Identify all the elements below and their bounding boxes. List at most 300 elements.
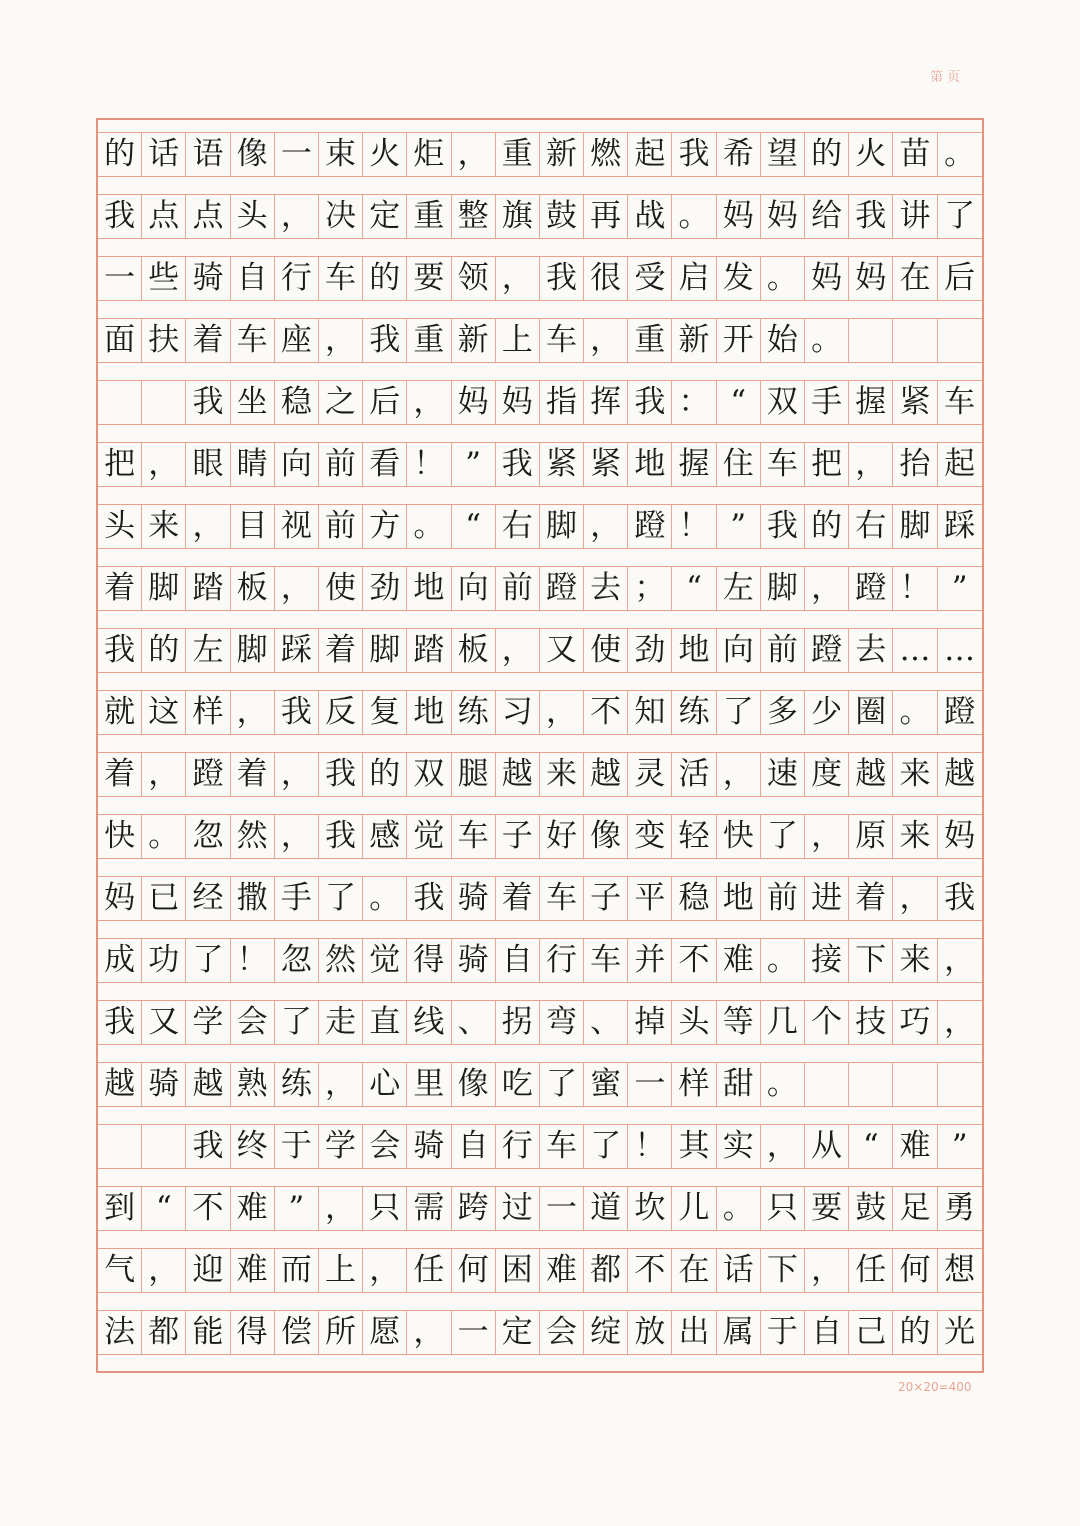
grid-cell: 上 — [319, 1249, 363, 1292]
grid-cell: 定 — [363, 195, 407, 238]
grid-cell: 光 — [944, 1314, 976, 1350]
grid-cell: 其 — [672, 1125, 716, 1168]
grid-cell: 妈 — [761, 195, 805, 238]
grid-cell: ， — [319, 319, 363, 362]
grid-cell: 左 — [186, 629, 230, 672]
grid-cell: 挥 — [584, 381, 628, 424]
grid-cell: 骑 — [452, 877, 496, 920]
grid-cell: 燃 — [584, 133, 628, 176]
grid-cell: 越 — [186, 1063, 230, 1106]
grid-cell: 。 — [761, 939, 805, 982]
grid-cell: 不 — [672, 939, 716, 982]
grid-cell: ， — [319, 1187, 363, 1230]
grid-cell — [805, 1063, 849, 1106]
grid-cell: 束 — [319, 133, 363, 176]
grid-cell: 像 — [452, 1063, 496, 1106]
grid-cell: 的 — [142, 629, 186, 672]
grid-cell: 了 — [584, 1125, 628, 1168]
grid-cell: 了 — [186, 939, 230, 982]
grid-cell: ， — [944, 1004, 976, 1040]
grid-cell: 难 — [717, 939, 761, 982]
grid-cell: 、 — [584, 1001, 628, 1044]
grid-cell: 样 — [186, 691, 230, 734]
grid-cell: 踩 — [275, 629, 319, 672]
grid-cell: 。 — [363, 877, 407, 920]
grid-cell: 一 — [452, 1311, 496, 1354]
grid-cell: 放 — [628, 1311, 672, 1354]
grid-cell: 着 — [98, 567, 142, 610]
grid-cell: 练 — [452, 691, 496, 734]
grid-cell: ， — [496, 629, 540, 672]
grid-cell: 。 — [893, 691, 937, 734]
grid-cell: ， — [805, 567, 849, 610]
grid-cell: 话 — [142, 133, 186, 176]
grid-cell: 着 — [231, 753, 275, 796]
grid-cell: 了 — [540, 1063, 584, 1106]
grid-cell: 不 — [628, 1249, 672, 1292]
grid-cell: 睛 — [231, 443, 275, 486]
grid-cell: 后 — [363, 381, 407, 424]
grid-cell: 坐 — [231, 381, 275, 424]
grid-cell: ！ — [407, 443, 451, 486]
grid-cell: 我 — [319, 815, 363, 858]
grid-cell: 我 — [98, 629, 142, 672]
grid-cell: 偿 — [275, 1311, 319, 1354]
grid-cell: 。 — [407, 505, 451, 548]
grid-cell: 而 — [275, 1249, 319, 1292]
grid-cell: 地 — [717, 877, 761, 920]
grid-cell: 拐 — [496, 1001, 540, 1044]
grid-cell: 右 — [849, 505, 893, 548]
grid-cell: 的 — [893, 1311, 937, 1354]
grid-cell: 左 — [717, 567, 761, 610]
grid-cell: 目 — [231, 505, 275, 548]
grid-cell: 来 — [893, 939, 937, 982]
grid-cell: 等 — [717, 1001, 761, 1044]
grid-cell: ， — [142, 1249, 186, 1292]
grid-cell: 。 — [761, 257, 805, 300]
grid-cell: 绽 — [584, 1311, 628, 1354]
grid-cell: 腿 — [452, 753, 496, 796]
grid-cell: 鼓 — [849, 1187, 893, 1230]
grid-cell: ， — [231, 691, 275, 734]
grid-cell: 过 — [496, 1187, 540, 1230]
grid-cell — [938, 319, 982, 362]
grid-cell: 头 — [98, 505, 142, 548]
grid-cell: 蹬 — [540, 567, 584, 610]
grid-cell: 复 — [363, 691, 407, 734]
grid-cell: 需 — [407, 1187, 451, 1230]
grid-cell: 。 — [717, 1187, 761, 1230]
grid-cell: ， — [584, 505, 628, 548]
grid-cell: 受 — [628, 257, 672, 300]
grid-cell: 双 — [407, 753, 451, 796]
grid-cell: 觉 — [363, 939, 407, 982]
grid-cell: 经 — [186, 877, 230, 920]
grid-cell: 我 — [98, 195, 142, 238]
grid-cell: 少 — [805, 691, 849, 734]
grid-cell: 并 — [628, 939, 672, 982]
grid-cell: 会 — [363, 1125, 407, 1168]
grid-cell: 我 — [496, 443, 540, 486]
grid-cell: 的 — [363, 753, 407, 796]
grid-cell: 迎 — [186, 1249, 230, 1292]
grid-cell: 忽 — [275, 939, 319, 982]
grid-cell — [98, 381, 142, 424]
grid-cell: ” — [452, 443, 496, 486]
grid-cell: 地 — [628, 443, 672, 486]
grid-cell: 看 — [363, 443, 407, 486]
grid-cell: 领 — [452, 257, 496, 300]
grid-cell: 使 — [584, 629, 628, 672]
grid-cell: 语 — [186, 133, 230, 176]
grid-cell: 的 — [805, 505, 849, 548]
grid-cell: 属 — [717, 1311, 761, 1354]
grid-cell: 困 — [496, 1249, 540, 1292]
grid-cell: 来 — [893, 815, 937, 858]
grid-cell: 之 — [319, 381, 363, 424]
grid-cell: ” — [951, 570, 968, 606]
grid-cell: 整 — [452, 195, 496, 238]
grid-cell: 很 — [584, 257, 628, 300]
grid-cell: 新 — [452, 319, 496, 362]
grid-cell: 所 — [319, 1311, 363, 1354]
grid-cell: ， — [142, 443, 186, 486]
grid-cell: 下 — [761, 1249, 805, 1292]
grid-cell: 脚 — [142, 567, 186, 610]
grid-cell: 、 — [452, 1001, 496, 1044]
grid-line-row — [98, 1062, 982, 1107]
grid-cell: 骑 — [186, 257, 230, 300]
grid-cell: ， — [275, 815, 319, 858]
grid-cell: 重 — [628, 319, 672, 362]
grid-cell: 的 — [363, 257, 407, 300]
grid-cell: 车 — [761, 443, 805, 486]
grid-cell: 劲 — [363, 567, 407, 610]
grid-cell: 又 — [540, 629, 584, 672]
grid-cell: 蜜 — [584, 1063, 628, 1106]
grid-cell: 稳 — [275, 381, 319, 424]
grid-cell: 去 — [584, 567, 628, 610]
grid-cell: 越 — [849, 753, 893, 796]
grid-cell: 踏 — [186, 567, 230, 610]
grid-cell: ” — [951, 1128, 968, 1164]
grid-line-row — [98, 752, 982, 797]
grid-cell: 原 — [849, 815, 893, 858]
grid-cell: 骑 — [407, 1125, 451, 1168]
grid-cell: 些 — [142, 257, 186, 300]
grid-cell: 足 — [893, 1187, 937, 1230]
grid-cell: 然 — [231, 815, 275, 858]
grid-cell: ， — [893, 877, 937, 920]
grid-cell: 自 — [452, 1125, 496, 1168]
grid-cell: 右 — [496, 505, 540, 548]
grid-cell: 自 — [496, 939, 540, 982]
grid-cell: 着 — [98, 753, 142, 796]
grid-cell: … — [893, 629, 937, 672]
grid-cell: 地 — [407, 691, 451, 734]
grid-cell: 想 — [944, 1252, 976, 1288]
grid-line-row — [98, 690, 982, 735]
grid-cell: 去 — [849, 629, 893, 672]
grid-cell: ， — [407, 381, 451, 424]
grid-cell: 炬 — [407, 133, 451, 176]
grid-cell: 自 — [231, 257, 275, 300]
grid-cell: 直 — [363, 1001, 407, 1044]
grid-cell: 速 — [761, 753, 805, 796]
grid-cell: 法 — [98, 1311, 142, 1354]
grid-cell: 都 — [142, 1311, 186, 1354]
grid-cell: 再 — [584, 195, 628, 238]
grid-cell: 一 — [98, 257, 142, 300]
grid-cell: ” — [717, 505, 761, 548]
grid-cell: 眼 — [186, 443, 230, 486]
grid-cell: 来 — [540, 753, 584, 796]
grid-cell: 望 — [761, 133, 805, 176]
grid-cell: 使 — [319, 567, 363, 610]
grid-cell: 旗 — [496, 195, 540, 238]
grid-cell: 又 — [142, 1001, 186, 1044]
grid-cell: 抬 — [893, 443, 937, 486]
grid-cell: ， — [407, 1311, 451, 1354]
grid-cell: 会 — [231, 1001, 275, 1044]
grid-cell: 个 — [805, 1001, 849, 1044]
grid-cell: 稳 — [672, 877, 716, 920]
grid-cell: 前 — [319, 505, 363, 548]
grid-cell: 重 — [407, 319, 451, 362]
grid-cell: 反 — [319, 691, 363, 734]
grid-cell: 着 — [496, 877, 540, 920]
grid-cell: 只 — [363, 1187, 407, 1230]
grid-line-row — [98, 1248, 982, 1293]
grid-cell: 车 — [452, 815, 496, 858]
grid-cell: 从 — [805, 1125, 849, 1168]
grid-cell: 甜 — [717, 1063, 761, 1106]
grid-cell: 蹬 — [944, 694, 976, 730]
grid-cell: 何 — [893, 1249, 937, 1292]
grid-cell: ！ — [893, 567, 937, 610]
grid-cell: 骑 — [452, 939, 496, 982]
grid-cell: 手 — [805, 381, 849, 424]
grid-cell: 我 — [363, 319, 407, 362]
grid-cell: 紧 — [584, 443, 628, 486]
grid-cell: 扶 — [142, 319, 186, 362]
grid-cell: 开 — [717, 319, 761, 362]
grid-cell: 样 — [672, 1063, 716, 1106]
grid-cell: 越 — [98, 1063, 142, 1106]
grid-cell: 弯 — [540, 1001, 584, 1044]
grid-cell: 一 — [628, 1063, 672, 1106]
grid-cell: 点 — [186, 195, 230, 238]
grid-cell: 车 — [584, 939, 628, 982]
grid-cell: ， — [142, 753, 186, 796]
grid-cell: 心 — [363, 1063, 407, 1106]
grid-cell: 一 — [275, 133, 319, 176]
grid-cell: 重 — [496, 133, 540, 176]
grid-cell: 觉 — [407, 815, 451, 858]
grid-cell: 坎 — [628, 1187, 672, 1230]
grid-cell: 前 — [319, 443, 363, 486]
grid-cell: 蹬 — [805, 629, 849, 672]
grid-cell — [849, 1063, 893, 1106]
grid-cell: 己 — [849, 1311, 893, 1354]
grid-cell: 里 — [407, 1063, 451, 1106]
grid-cell: 我 — [275, 691, 319, 734]
grid-cell: 成 — [98, 939, 142, 982]
grid-cell: 巧 — [893, 1001, 937, 1044]
grid-cell: 进 — [805, 877, 849, 920]
grid-cell: 越 — [944, 756, 976, 792]
grid-cell: 快 — [98, 815, 142, 858]
grid-cell: 给 — [805, 195, 849, 238]
grid-cell: 练 — [672, 691, 716, 734]
grid-cell: 踩 — [944, 508, 976, 544]
grid-cell: 一 — [540, 1187, 584, 1230]
grid-cell: ， — [849, 443, 893, 486]
grid-cell: 子 — [496, 815, 540, 858]
grid-cell: 知 — [628, 691, 672, 734]
grid-cell: 双 — [761, 381, 805, 424]
grid-cell: 我 — [628, 381, 672, 424]
grid-cell: ， — [452, 133, 496, 176]
grid-cell: “ — [672, 567, 716, 610]
grid-cell: 出 — [672, 1311, 716, 1354]
grid-cell: 握 — [849, 381, 893, 424]
grid-cell: 快 — [717, 815, 761, 858]
grid-cell: 愿 — [363, 1311, 407, 1354]
grid-cell: 子 — [584, 877, 628, 920]
grid-cell: ， — [275, 567, 319, 610]
grid-cell: 了 — [275, 1001, 319, 1044]
grid-cell: 手 — [275, 877, 319, 920]
grid-cell: 吃 — [496, 1063, 540, 1106]
grid-cell: 我 — [186, 1125, 230, 1168]
grid-cell: 握 — [672, 443, 716, 486]
grid-cell: 度 — [805, 753, 849, 796]
grid-cell: 难 — [893, 1125, 937, 1168]
grid-cell: 指 — [540, 381, 584, 424]
grid-cell: 已 — [142, 877, 186, 920]
grid-cell: 难 — [540, 1249, 584, 1292]
grid-cell: ： — [672, 381, 716, 424]
grid-cell: 了 — [944, 198, 976, 234]
grid-cell: 都 — [584, 1249, 628, 1292]
grid-cell: 起 — [628, 133, 672, 176]
grid-cell: 气 — [98, 1249, 142, 1292]
grid-cell — [893, 319, 937, 362]
grid-cell: 行 — [275, 257, 319, 300]
grid-cell: 平 — [628, 877, 672, 920]
grid-cell: 讲 — [893, 195, 937, 238]
grid-cell: 着 — [849, 877, 893, 920]
grid-cell: 重 — [407, 195, 451, 238]
grid-cell: ， — [319, 1063, 363, 1106]
grid-cell: 儿 — [672, 1187, 716, 1230]
grid-cell: ， — [275, 753, 319, 796]
grid-cell: 。 — [142, 815, 186, 858]
grid-cell: ， — [944, 942, 976, 978]
grid-cell: “ — [142, 1187, 186, 1230]
grid-cell: ， — [540, 691, 584, 734]
grid-cell: 活 — [672, 753, 716, 796]
page-number-label: 第 页 — [930, 70, 961, 85]
grid-cell: 接 — [805, 939, 849, 982]
grid-cell: 任 — [407, 1249, 451, 1292]
grid-cell: 得 — [407, 939, 451, 982]
grid-cell: 脚 — [540, 505, 584, 548]
grid-cell: 新 — [540, 133, 584, 176]
grid-cell: 板 — [452, 629, 496, 672]
grid-cell: 紧 — [540, 443, 584, 486]
grid-cell: 前 — [761, 877, 805, 920]
grid-cell: 熟 — [231, 1063, 275, 1106]
grid-cell: 话 — [717, 1249, 761, 1292]
grid-cell: 练 — [275, 1063, 319, 1106]
grid-cell: 火 — [363, 133, 407, 176]
grid-line-row — [98, 1000, 982, 1045]
grid-cell: 自 — [805, 1311, 849, 1354]
grid-cell: 忽 — [186, 815, 230, 858]
grid-cell: 我 — [407, 877, 451, 920]
grid-cell: 向 — [717, 629, 761, 672]
grid-cell: 点 — [142, 195, 186, 238]
grid-cell — [938, 1063, 982, 1106]
grid-line-row — [98, 1124, 982, 1169]
grid-cell: 车 — [944, 384, 976, 420]
grid-cell: 车 — [540, 1125, 584, 1168]
grid-cell: 变 — [628, 815, 672, 858]
grid-cell: 道 — [584, 1187, 628, 1230]
grid-cell: 学 — [186, 1001, 230, 1044]
grid-line-row — [98, 876, 982, 921]
grid-cell: 然 — [319, 939, 363, 982]
grid-cell: 行 — [496, 1125, 540, 1168]
grid-cell: 火 — [849, 133, 893, 176]
grid-cell: 我 — [186, 381, 230, 424]
grid-cell: 车 — [540, 319, 584, 362]
grid-cell: 起 — [944, 446, 976, 482]
grid-cell: ！ — [231, 939, 275, 982]
grid-cell — [142, 1125, 186, 1168]
grid-cell: 不 — [584, 691, 628, 734]
grid-cell: 在 — [672, 1249, 716, 1292]
grid-cell: 来 — [142, 505, 186, 548]
grid-cell: 技 — [849, 1001, 893, 1044]
grid-cell: 的 — [98, 133, 142, 176]
grid-cell: 好 — [540, 815, 584, 858]
grid-cell: 圈 — [849, 691, 893, 734]
grid-line-row — [98, 256, 982, 301]
grid-cell: 方 — [363, 505, 407, 548]
grid-cell: 。 — [672, 195, 716, 238]
grid-line-row — [98, 1310, 982, 1355]
grid-cell: ！ — [628, 1125, 672, 1168]
grid-size-label: 20×20=400 — [898, 1380, 972, 1394]
grid-cell: 鼓 — [540, 195, 584, 238]
grid-cell: 头 — [231, 195, 275, 238]
grid-line-row — [98, 380, 982, 425]
grid-cell: 车 — [231, 319, 275, 362]
grid-cell: 上 — [496, 319, 540, 362]
grid-cell: 的 — [805, 133, 849, 176]
grid-cell: 行 — [540, 939, 584, 982]
grid-cell: 妈 — [944, 818, 976, 854]
grid-cell: 下 — [849, 939, 893, 982]
grid-cell: 妈 — [805, 257, 849, 300]
grid-cell: 我 — [672, 133, 716, 176]
grid-cell: 踏 — [407, 629, 451, 672]
grid-line-row — [98, 318, 982, 363]
